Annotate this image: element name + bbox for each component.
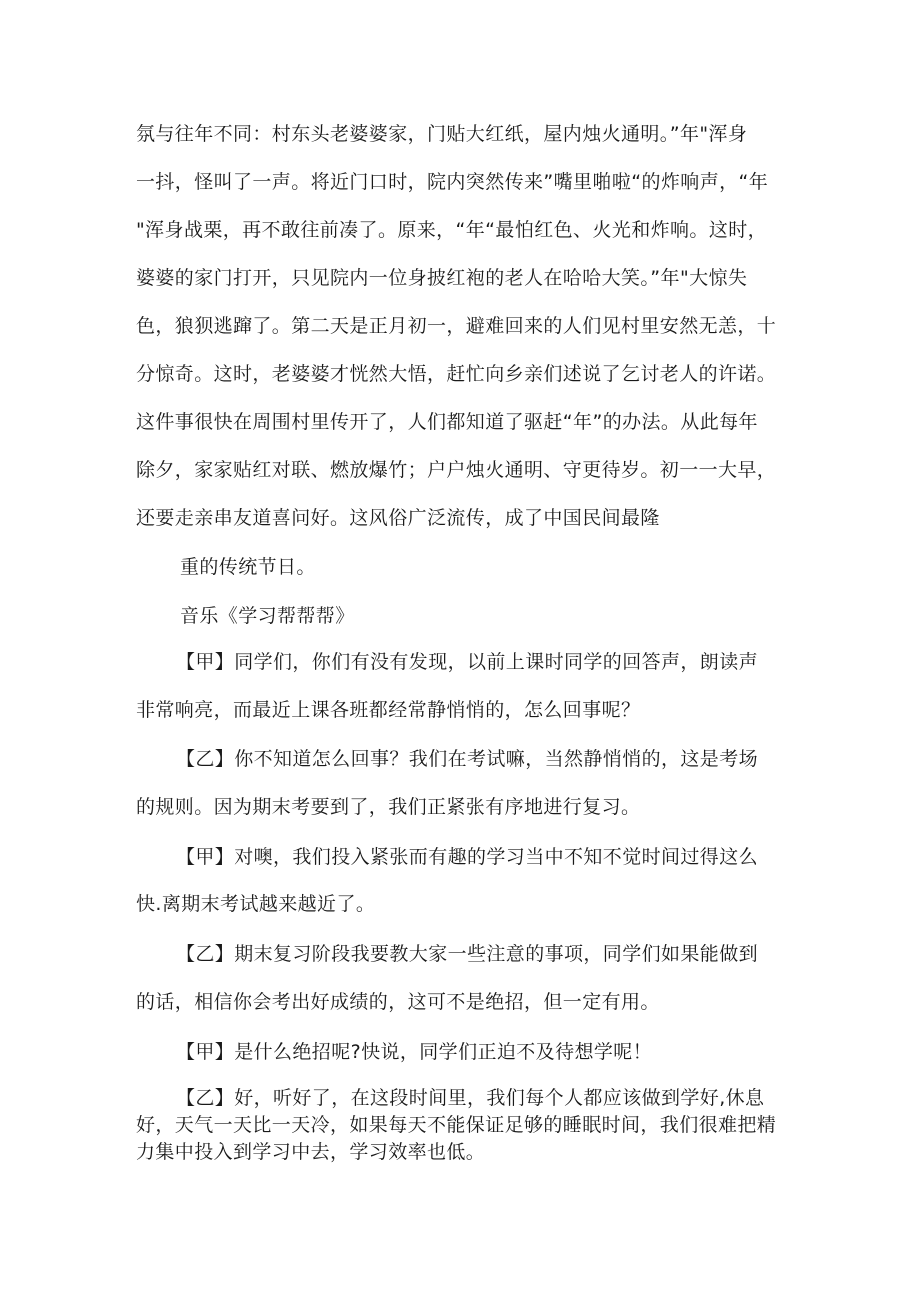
dialogue2-line-1: 【乙】你不知道怎么回事？我们在考试嘛，当然静悄悄的，这是考场 (176, 748, 759, 770)
para1-line-2: 一抖，怪叫了一声。将近门口时，院内突然传来”嘴里啪啦“的炸响声，“年 (136, 171, 769, 193)
dialogue6-line-2: 好，天气一天比一天冷，如果每天不能保证足够的睡眠时间，我们很难把精 (136, 1114, 777, 1136)
para1-end: 重的传统节日。 (180, 556, 316, 578)
para1-line-5: 色，狼狈逃蹿了。第二天是正月初一，避难回来的人们见村里安然无恙，十 (136, 315, 777, 337)
para1-line-4: 婆婆的家门打开，只见院内一位身披红袍的老人在哈哈大笑。”年"大惊失 (136, 267, 748, 289)
dialogue3-line-1: 【甲】对噢，我们投入紧张而有趣的学习当中不知不觉时间过得这么 (176, 846, 759, 868)
dialogue6-line-1: 【乙】好，听好了，在这段时间里，我们每个人都应该做到学好,休息 (176, 1087, 765, 1109)
para1-line-6: 分惊奇。这时，老婆婆才恍然大悟，赶忙向乡亲们述说了乞讨老人的许诺。 (136, 363, 777, 385)
para1-line-7: 这件事很快在周围村里传开了，人们都知道了驱赶“年”的办法。从此每年 (136, 411, 758, 433)
dialogue6-line-3: 力集中投入到学习中去，学习效率也低。 (136, 1141, 486, 1163)
para1-line-9: 还要走亲串友道喜问好。这风俗广泛流传，成了中国民间最隆 (136, 507, 660, 529)
music-title: 音乐《学习帮帮帮》 (180, 605, 355, 627)
dialogue4-line-2: 的话，相信你会考出好成绩的，这可不是绝招，但一定有用。 (136, 991, 660, 1013)
para1-line-8: 除夕，家家贴红对联、燃放爆竹；户户烛火通明、守更待岁。初一一大早， (136, 459, 777, 481)
dialogue2-line-2: 的规则。因为期末考要到了，我们正紧张有序地进行复习。 (136, 796, 641, 818)
dialogue1-line-2: 非常响亮，而最近上课各班都经常静悄悄的，怎么回事呢？ (136, 699, 641, 721)
dialogue5-line-1: 【甲】是什么绝招呢?快说，同学们正迫不及待想学呢！ (176, 1041, 653, 1063)
dialogue3-line-2: 快.离期末考试越来越近了。 (136, 893, 376, 915)
dialogue1-line-1: 【甲】同学们，你们有没有发现，以前上课时同学的回答声，朗读声 (176, 651, 759, 673)
para1-line-3: "浑身战栗，再不敢往前凑了。原来，“年“最怕红色、火光和炸响。这时， (136, 219, 768, 241)
dialogue4-line-1: 【乙】期末复习阶段我要教大家一些注意的事项，同学们如果能做到 (176, 943, 759, 965)
para1-line-1: 氛与往年不同：村东头老婆婆家，门贴大红纸，屋内烛火通明。”年"浑身 (136, 123, 748, 145)
